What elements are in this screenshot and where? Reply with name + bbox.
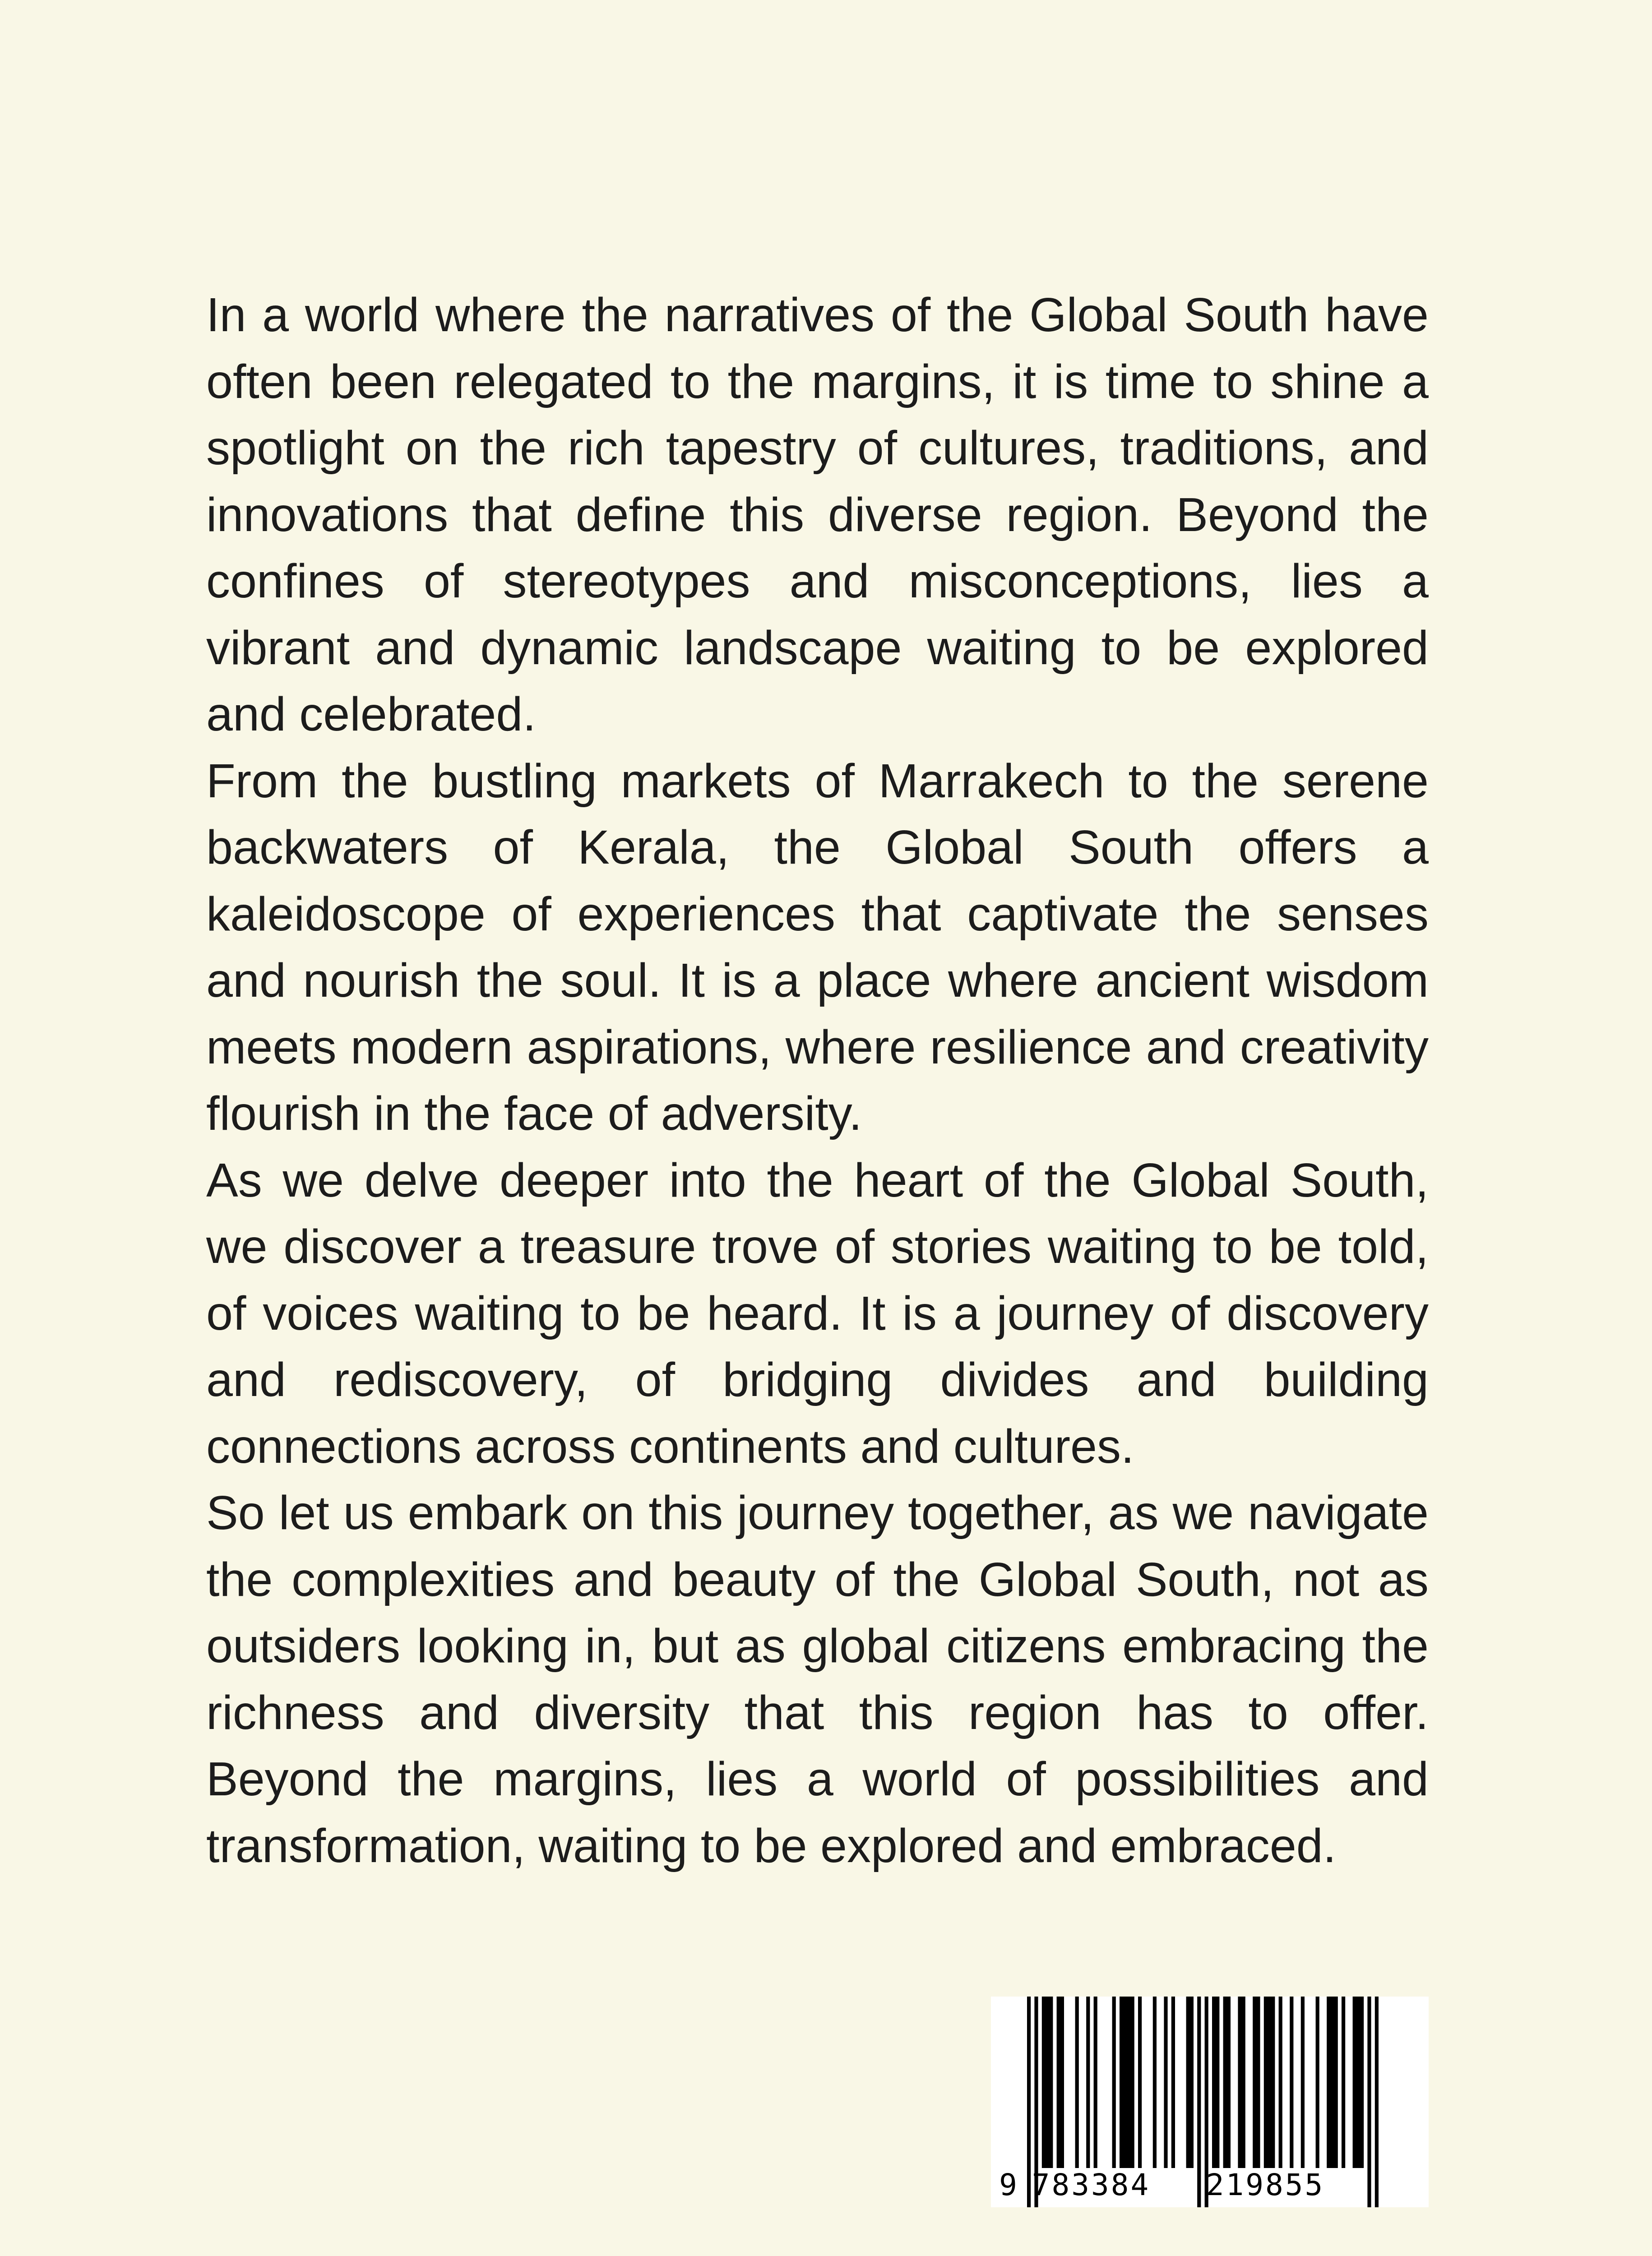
barcode-bar: [1353, 1997, 1364, 2168]
barcode-left-digits: 783384: [1032, 2168, 1151, 2202]
barcode-bar: [1138, 1997, 1142, 2168]
barcode-bar: [1342, 1997, 1345, 2168]
barcode-guard-bar: [1367, 1997, 1371, 2207]
barcode-bar: [1112, 1997, 1116, 2168]
barcode-bar: [1042, 1997, 1053, 2168]
barcode-bar: [1253, 1997, 1260, 2168]
barcode-bar: [1301, 1997, 1305, 2168]
barcode-graphic: [991, 1997, 1429, 2207]
barcode-right-digits: 219855: [1206, 2168, 1325, 2202]
barcode-bar: [1075, 1997, 1079, 2168]
barcode-bar: [1094, 1997, 1097, 2168]
blurb-paragraph-4: So let us embark on this journey together, as we navigate the complexities and beauty of the Global South, not as outsiders looking in, but as global citizens embracing the richness and diversity that this region has to offer. Beyond the margins, lies a world of possibilities and transformation, waiting to be explored and embraced.: [206, 1486, 1429, 1872]
barcode-bar: [1264, 1997, 1275, 2168]
back-cover-blurb: [206, 282, 1429, 1879]
blurb-paragraph-3: As we delve deeper into the heart of the Global South, we discover a treasure trove of stories waiting to be told, of voices waiting to be heard. It is a journey of discovery and rediscovery, of bridging divides and building connections across continents and cultures.: [206, 1153, 1429, 1473]
barcode-bar: [1327, 1997, 1338, 2168]
barcode-bar: [1290, 1997, 1293, 2168]
barcode-bar: [1212, 1997, 1219, 2168]
barcode-bar: [1186, 1997, 1194, 2168]
barcode-guard-bar: [1375, 1997, 1379, 2207]
barcode-lead-digit: 9: [999, 2168, 1017, 2202]
isbn-barcode: [991, 1997, 1429, 2207]
barcode-guard-bar: [1197, 1997, 1201, 2207]
blurb-paragraph-1: In a world where the narratives of the Global South have often been relegated to the margins, it is time to shine a spotlight on the rich tapestry of cultures, traditions, and innovations that define this diverse region. Beyond the confines of stereotypes and misconceptions, lies a vibrant and dynamic landscape waiting to be explored and celebrated.: [206, 288, 1429, 741]
barcode-bar: [1171, 1997, 1175, 2168]
barcode-bar: [1316, 1997, 1319, 2168]
barcode-bar: [1238, 1997, 1245, 2168]
barcode-bar: [1086, 1997, 1090, 2168]
barcode-bar: [1153, 1997, 1157, 2168]
blurb-paragraph-2: From the bustling markets of Marrakech to the serene backwaters of Kerala, the Global South offers a kaleidoscope of experiences that captivate the senses and nourish the soul. It is a place where ancient wisdom meets modern aspirations, where resilience and creativity flourish in the face of adversity.: [206, 754, 1429, 1140]
barcode-bar: [1120, 1997, 1134, 2168]
barcode-bar: [1223, 1997, 1231, 2168]
barcode-guard-bar: [1027, 1997, 1031, 2207]
barcode-bar: [1279, 1997, 1282, 2168]
barcode-bar: [1164, 1997, 1167, 2168]
barcode-bar: [1057, 1997, 1064, 2168]
